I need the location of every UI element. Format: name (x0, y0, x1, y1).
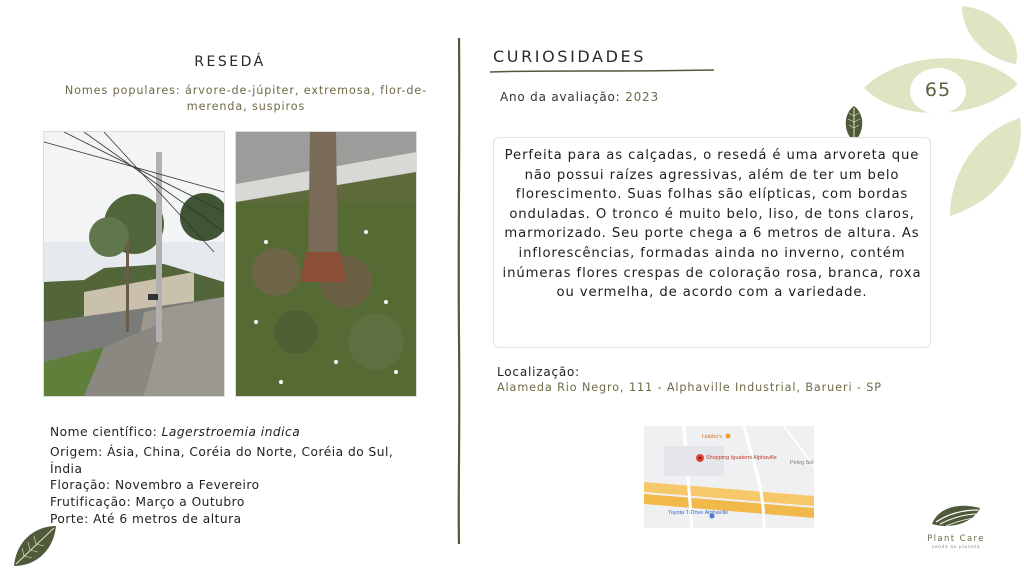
column-divider (456, 38, 462, 544)
popular-names: Nomes populares: árvore-de-júpiter, extremosa, flor-de-merenda, suspiros (64, 84, 428, 113)
title-underline (490, 68, 714, 74)
page-title: RESEDÁ (194, 54, 266, 70)
photo-trunk (235, 131, 417, 397)
evaluation-year (500, 90, 659, 104)
plant-facts (50, 424, 400, 528)
logo-name: Plant Care (927, 534, 985, 544)
page-number: 65 (924, 79, 952, 101)
location-map[interactable] (644, 426, 814, 528)
description-text: Perfeita para as calçadas, o resedá é uma arvoreta que não possui raízes agressivas, além de ter um belo florescimento. Suas folhas são elípticas, com bordas onduladas. O tronco é muito belo, liso, de tons claros, marmorizado. Seu porte chega a 6 metros de altura. As inflorescências, formadas ainda no inverno, contém inúmeras flores crespas de coloração rosa, branca, roxa ou vermelha, de acordo com a variedade. (502, 148, 922, 301)
leaf-icon (10, 522, 60, 570)
photo-street (43, 131, 225, 397)
section-title: CURIOSIDADES (493, 47, 646, 66)
scientific-name: Lagerstroemia indica (161, 425, 301, 439)
map-label-habbos: Habbo's (702, 434, 723, 440)
plant-care-logo (930, 502, 982, 532)
map-label-shopping: Shopping Iguatemi Alphaville (706, 455, 777, 461)
fruiting: Frutificação: Março a Outubro (50, 495, 245, 510)
map-label-peleg: Peleg Sol (790, 460, 814, 466)
origin: Origem: Ásia, China, Coréia do Norte, Coréia do Sul, Índia (50, 444, 394, 476)
year-value: 2023 (625, 90, 659, 104)
scientific-name-line (50, 424, 400, 441)
plant-size: Porte: Até 6 metros de altura (50, 511, 242, 526)
scientific-label: Nome científico: (50, 425, 158, 439)
map-label-toyota: Toyota T-Drive Alphaville (668, 510, 729, 516)
year-label: Ano da avaliação: (500, 90, 621, 104)
location-label: Localização: (497, 365, 581, 379)
location-address: Alameda Rio Negro, 111 - Alphaville Industrial, Barueri - SP (497, 381, 882, 394)
logo-tagline: saúde ao planeta (931, 545, 981, 550)
flowering: Floração: Novembro a Fevereiro (50, 478, 260, 493)
